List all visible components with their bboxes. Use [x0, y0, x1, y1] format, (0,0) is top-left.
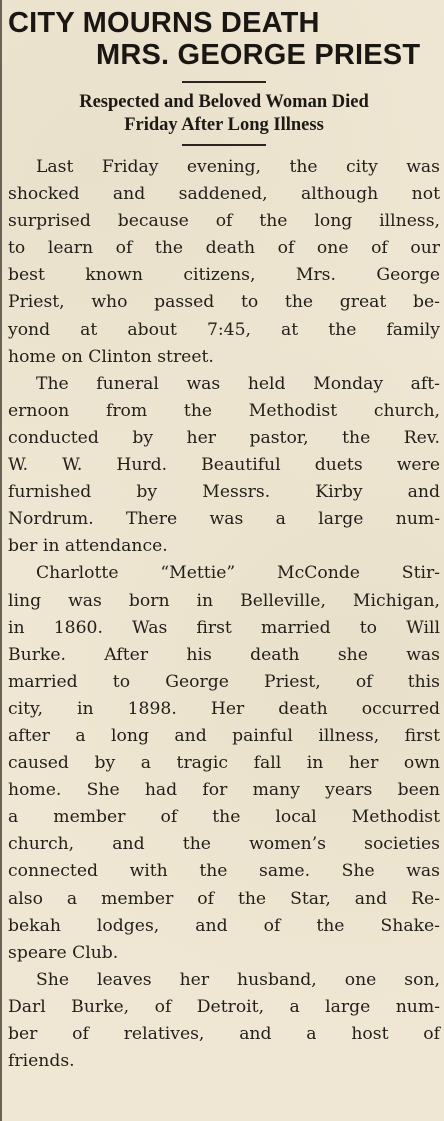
paragraph-line: She leaves her husband, one son, — [36, 969, 440, 990]
headline-line-2: MRS. GEORGE PRIEST — [96, 39, 421, 71]
paragraph-line: a member of the local Methodist — [8, 807, 440, 828]
paragraph-line: home on Clinton street. — [8, 346, 214, 367]
subheadline-line-1: Respected and Beloved Woman Died — [79, 92, 369, 112]
paragraph-line: bekah lodges, and of the Shake- — [8, 915, 440, 936]
paragraph-line: Darl Burke, of Detroit, a large num- — [8, 996, 440, 1017]
subheadline-line-2: Friday After Long Illness — [124, 115, 324, 135]
paragraph-line: ernoon from the Methodist church, — [8, 400, 440, 421]
paragraph-line: church, and the women’s societies — [8, 834, 440, 855]
article-paragraph — [8, 967, 440, 1075]
paragraph-line: speare Club. — [8, 942, 119, 963]
headline-line-1: CITY MOURNS DEATH — [8, 7, 320, 39]
paragraph-line: ber in attendance. — [8, 536, 168, 557]
paragraph-line: Priest, who passed to the great be- — [8, 292, 440, 313]
paragraph-line: Last Friday evening, the city was — [36, 157, 440, 177]
article-paragraph — [8, 154, 440, 371]
paragraph-line: Burke. After his death she was — [8, 644, 440, 665]
paragraph-line: city, in 1898. Her death occurred — [8, 698, 440, 719]
paragraph-line: ling was born in Belleville, Michigan, — [8, 590, 440, 611]
paragraph-line: in 1860. Was first married to Will — [8, 617, 440, 638]
article-body — [8, 154, 440, 1075]
subheadline-divider — [182, 144, 266, 146]
paragraph-line: furnished by Messrs. Kirby and — [8, 482, 440, 503]
paragraph-line: to learn of the death of one of our — [8, 238, 440, 259]
article-paragraph — [8, 371, 440, 561]
paragraph-line: after a long and painful illness, first — [8, 725, 440, 746]
paragraph-line: W. W. Hurd. Beautiful duets were — [8, 455, 440, 476]
paragraph-line: surprised because of the long illness, — [8, 211, 440, 232]
paragraph-line: friends. — [8, 1051, 75, 1072]
paragraph-line: home. She had for many years been — [8, 780, 440, 801]
paragraph-line: yond at about 7:45, at the family — [8, 319, 440, 340]
paragraph-line: connected with the same. She was — [8, 861, 440, 882]
paragraph-line: married to George Priest, of this — [8, 671, 440, 692]
paragraph-line: caused by a tragic fall in her own — [8, 753, 440, 774]
headline — [8, 8, 440, 71]
paragraph-line: ber of relatives, and a host of — [8, 1024, 440, 1044]
paragraph-line: also a member of the Star, and Re- — [8, 888, 440, 909]
paragraph-line: Nordrum. There was a large num- — [8, 509, 440, 530]
subheadline — [8, 91, 440, 137]
paragraph-line: Charlotte “Mettie” McConde Stir- — [36, 563, 440, 584]
paragraph-line: conducted by her pastor, the Rev. — [8, 427, 440, 448]
paragraph-line: shocked and saddened, although not — [8, 184, 440, 205]
paragraph-line: best known citizens, Mrs. George — [8, 265, 440, 286]
paragraph-line: The funeral was held Monday aft- — [36, 373, 440, 394]
article-paragraph — [8, 560, 440, 966]
headline-divider — [182, 81, 266, 83]
